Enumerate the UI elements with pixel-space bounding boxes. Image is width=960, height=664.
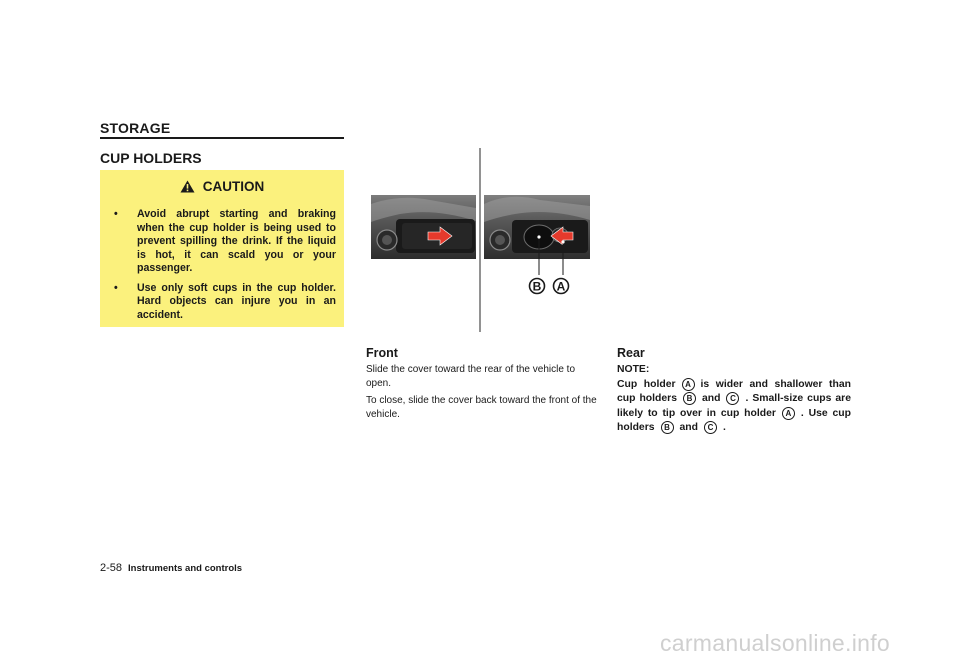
caution-item-text: Avoid abrupt starting and braking when the cup holder is being used to prevent spilling the drink. If the liquid is hot, it can scald you or your passenger.: [137, 208, 336, 274]
rear-title: Rear: [617, 346, 645, 360]
callout-b-ref: B: [661, 421, 674, 434]
caution-box: [100, 170, 344, 327]
callout-a-ref: A: [682, 378, 695, 391]
note-text: .: [723, 422, 726, 433]
caution-title: CAUTION: [202, 179, 265, 194]
front-section: [366, 346, 598, 422]
rear-section: [617, 346, 851, 436]
caution-item: [112, 208, 336, 276]
front-cup-holder-photo: [371, 195, 476, 259]
note-text: and: [679, 422, 699, 433]
note-text: and: [702, 393, 721, 404]
note-text: is wider and shallower than cup holders: [617, 378, 851, 404]
callout-c-ref: C: [704, 421, 717, 434]
page-footer: [100, 562, 242, 574]
caution-item: [112, 282, 336, 323]
caution-list: [112, 208, 336, 328]
note-label: NOTE:: [617, 364, 650, 375]
note-text: Cup holder: [617, 378, 676, 390]
callout-c-ref: C: [726, 392, 739, 405]
callout-b-label: B: [532, 279, 542, 294]
section-title: STORAGE: [100, 120, 171, 136]
subsection-title: CUP HOLDERS: [100, 150, 202, 166]
note-text: . Small-size cups are likely to tip over in cup holder: [617, 393, 851, 419]
caution-header: [100, 179, 344, 194]
warning-icon: [180, 180, 195, 193]
cup-holder-illustration: [360, 148, 600, 332]
page-number: 2-58: [100, 562, 123, 574]
callout-a: [554, 279, 569, 294]
chapter-title: Instruments and controls: [128, 563, 243, 574]
bullet: •: [114, 208, 118, 220]
rear-note-text: [617, 378, 851, 436]
bullet: •: [114, 281, 118, 294]
front-title: Front: [366, 346, 398, 360]
note-text: . Use cup holders: [617, 407, 851, 433]
callout-a-ref: A: [782, 407, 795, 420]
callout-b: [530, 279, 545, 294]
front-para-1: Slide the cover toward the rear of the vehicle to open.: [366, 364, 576, 389]
front-para-2: To close, slide the cover back toward the front of the vehicle.: [366, 395, 597, 420]
watermark[interactable]: carmanualsonline.info: [659, 630, 890, 656]
rear-cup-holder-photo: [484, 195, 590, 275]
section-rule: [100, 137, 344, 139]
callout-b-ref: B: [683, 392, 696, 405]
caution-item-text: Use only soft cups in the cup holder. Hard objects can injure you in an accident.: [137, 281, 336, 321]
callout-a-label: A: [556, 279, 566, 294]
